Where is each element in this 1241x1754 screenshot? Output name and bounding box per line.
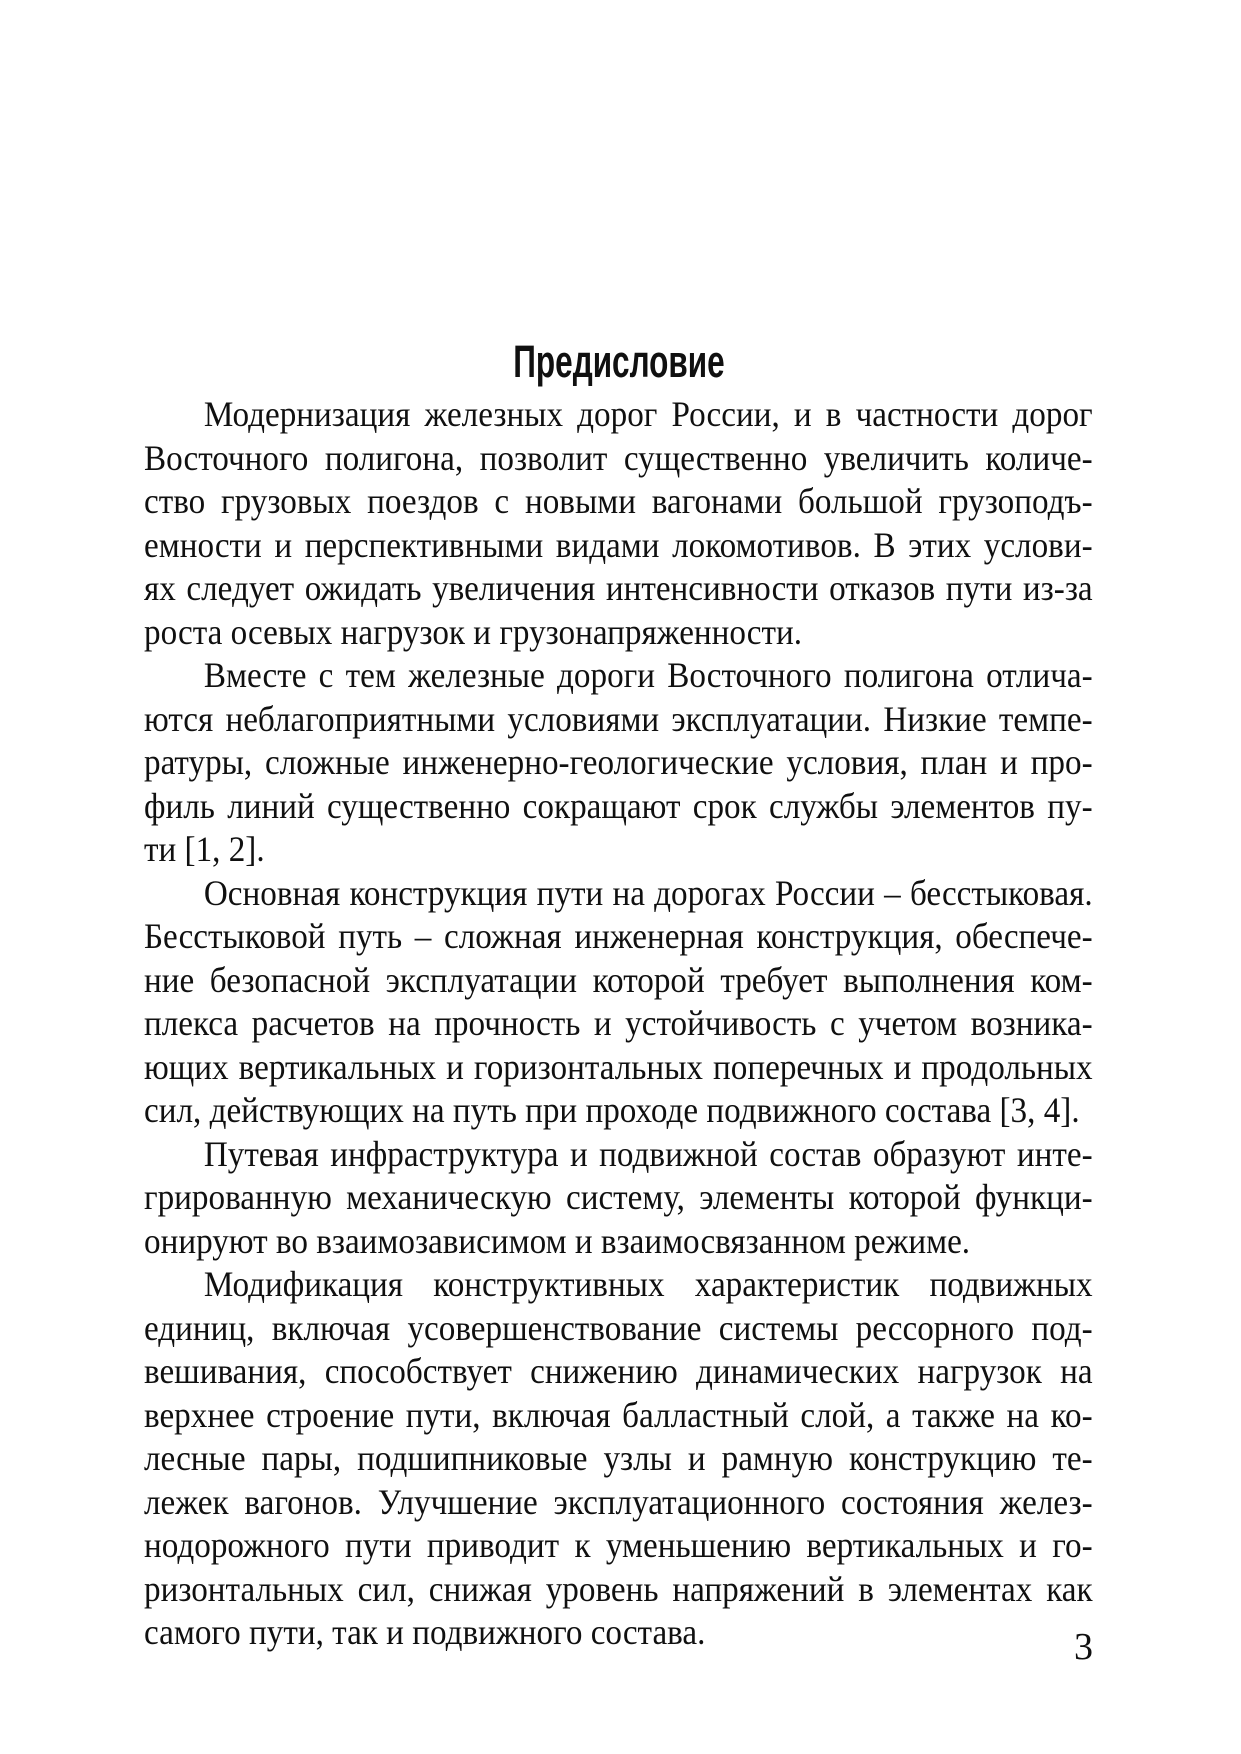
text-line: ризонтальных сил, снижая уровень напряжений в элементах как [144, 1568, 1093, 1609]
text-line: онируют во взаимозависимом и взаимосвязанном режиме. [144, 1220, 971, 1261]
text-line: самого пути, так и подвижного состава. [144, 1612, 706, 1652]
text-line: лесные пары, подшипниковые узлы и рамную конструкцию те- [144, 1438, 1093, 1478]
text-line: верхнее строение пути, включая балластный слой, а также на ко- [144, 1394, 1093, 1435]
text-line: филь линий существенно сокращают срок службы элементов пу- [144, 785, 1093, 826]
text-line: Путевая инфраструктура и подвижной состав образуют инте- [203, 1133, 1093, 1174]
text-line: ство грузовых поездов с новыми вагонами большой грузоподъ- [144, 481, 1093, 521]
paragraph [144, 1263, 1093, 1655]
text-line: роста осевых нагрузок и грузонапряженности. [144, 611, 803, 652]
text-line: ях следует ожидать увеличения интенсивности отказов пути из-за [144, 568, 1093, 608]
text-line: емности и перспективными видами локомотивов. В этих услови- [144, 524, 1093, 565]
text-line: Основная конструкция пути на дорогах России – бесстыковая. [203, 872, 1093, 913]
text-line: нодорожного пути приводит к уменьшению вертикальных и го- [144, 1525, 1093, 1565]
page-title [144, 336, 1093, 387]
page-number: 3 [1074, 1626, 1093, 1668]
body-text [144, 393, 1093, 1655]
text-line: Бесстыковой путь – сложная инженерная конструкция, обеспече- [144, 916, 1093, 956]
text-line: грированную механическую систему, элементы которой функци- [144, 1177, 1093, 1217]
text-line: ющих вертикальных и горизонтальных поперечных и продольных [144, 1046, 1093, 1087]
text-line: лежек вагонов. Улучшение эксплуатационного состояния желез- [144, 1481, 1093, 1522]
paragraph [144, 393, 1093, 654]
text-line: плекса расчетов на прочность и устойчивость с учетом возника- [144, 1003, 1093, 1043]
paragraph [144, 872, 1093, 1133]
text-line: Модификация конструктивных характеристик подвижных [203, 1264, 1093, 1304]
text-line: Восточного полигона, позволит существенно увеличить количе- [144, 437, 1093, 478]
text-line: ти [1, 2]. [144, 829, 265, 869]
text-line: единиц, включая усовершенствование системы рессорного под- [144, 1307, 1093, 1348]
text-line: ются неблагоприятными условиями эксплуатации. Низкие темпе- [144, 698, 1093, 739]
text-line: вешивания, способствует снижению динамических нагрузок на [144, 1351, 1093, 1391]
page-title-text: Предисловие [512, 336, 725, 387]
paragraph [144, 1133, 1093, 1264]
text-line: Вместе с тем железные дороги Восточного полигона отлича- [203, 655, 1093, 695]
text-line: ние безопасной эксплуатации которой требует выполнения ком- [144, 959, 1093, 1000]
paragraph [144, 654, 1093, 872]
text-line: Модернизация железных дорог России, и в частности дорог [203, 394, 1093, 434]
text-line: ратуры, сложные инженерно-геологические условия, план и про- [144, 742, 1093, 782]
text-line: сил, действующих на путь при проходе подвижного состава [3, 4]. [144, 1090, 1080, 1130]
